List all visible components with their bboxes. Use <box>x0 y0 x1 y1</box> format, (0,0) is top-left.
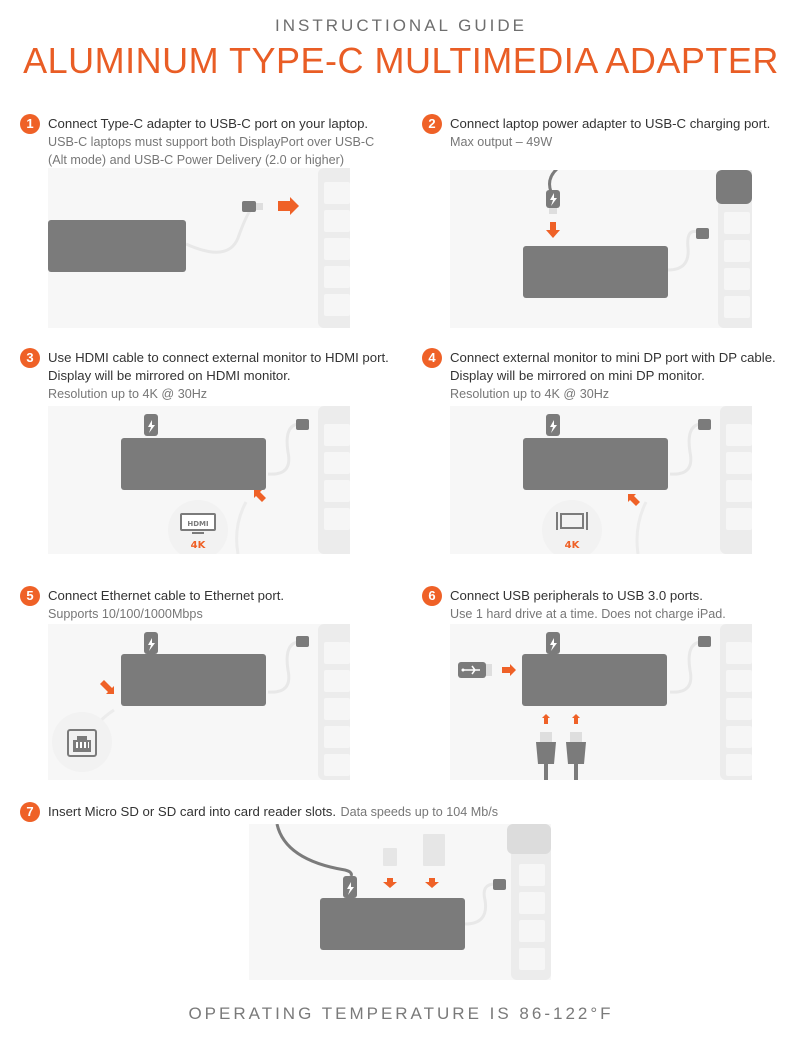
badge-4k: 4K <box>564 540 580 551</box>
arrow-up-left-icon <box>628 494 640 506</box>
supertitle: INSTRUCTIONAL GUIDE <box>275 16 527 35</box>
step-number: 5 <box>20 586 40 606</box>
step-note: (Alt mode) and USB-C Power Delivery (2.0 or higher) <box>48 153 345 167</box>
arrow-right-icon <box>278 197 299 215</box>
step-number: 3 <box>20 348 40 368</box>
step-instruction: Insert Micro SD or SD card into card reader slots. <box>48 804 337 819</box>
sd-card-icon <box>423 834 445 866</box>
illustration-step-1 <box>48 168 350 328</box>
step-note: Data speeds up to 104 Mb/s <box>340 805 499 819</box>
arrow-down-icon <box>425 878 439 888</box>
laptop-keyboard-illustration <box>507 824 551 980</box>
adapter-device <box>48 220 186 272</box>
illustration-step-7 <box>249 824 551 980</box>
illustration-step-6 <box>450 624 752 780</box>
usb-drive-icon <box>458 662 492 678</box>
laptop-keyboard-illustration <box>318 624 350 780</box>
step-number: 1 <box>20 114 40 134</box>
step-note: Resolution up to 4K @ 30Hz <box>48 387 208 401</box>
step-note: USB-C laptops must support both DisplayPort over USB-C <box>48 135 375 149</box>
adapter-device <box>522 654 667 706</box>
arrow-down-icon <box>546 222 560 238</box>
step-number: 4 <box>422 348 442 368</box>
usb-cable-plug <box>536 732 556 780</box>
illustration-step-5 <box>48 624 350 780</box>
usb-c-plug <box>242 201 256 212</box>
illustration-step-3 <box>48 406 350 554</box>
arrow-up-icon <box>542 714 550 724</box>
laptop-keyboard-illustration <box>318 406 350 554</box>
step-instruction: Connect laptop power adapter to USB-C charging port. <box>450 116 771 131</box>
step-instruction: Display will be mirrored on mini DP monitor. <box>450 368 705 383</box>
micro-sd-card-icon <box>383 848 397 866</box>
adapter-device <box>523 246 668 298</box>
illustration-step-2 <box>450 170 752 328</box>
arrow-right-icon <box>502 664 516 676</box>
laptop-keyboard-illustration <box>720 624 752 780</box>
step-number: 2 <box>422 114 442 134</box>
step-note: Supports 10/100/1000Mbps <box>48 607 203 621</box>
badge-4k: 4K <box>190 540 206 551</box>
adapter-device <box>320 898 465 950</box>
arrow-down-right-icon <box>100 680 114 694</box>
operating-temperature-footer: OPERATING TEMPERATURE IS 86-122°F <box>188 1004 614 1023</box>
step-instruction: Connect USB peripherals to USB 3.0 ports. <box>450 588 703 603</box>
page-title: ALUMINUM TYPE-C MULTIMEDIA ADAPTER <box>23 40 779 81</box>
laptop-keyboard-illustration <box>720 406 752 554</box>
step-instruction: Display will be mirrored on HDMI monitor. <box>48 368 291 383</box>
usb-cable-plug <box>566 732 586 780</box>
adapter-device <box>523 438 668 490</box>
laptop-keyboard-illustration <box>716 170 752 328</box>
laptop-keyboard-illustration <box>318 168 350 328</box>
adapter-device <box>121 438 266 490</box>
illustration-step-4 <box>450 406 752 554</box>
hdmi-logo: HDMI <box>187 520 209 528</box>
arrow-down-icon <box>383 878 397 888</box>
step-note: Max output – 49W <box>450 135 553 149</box>
step-instruction: Use HDMI cable to connect external monitor to HDMI port. <box>48 350 389 365</box>
step-note: Resolution up to 4K @ 30Hz <box>450 387 610 401</box>
adapter-device <box>121 654 266 706</box>
step-instruction: Connect Type-C adapter to USB-C port on your laptop. <box>48 116 369 131</box>
arrow-up-icon <box>572 714 580 724</box>
arrow-up-left-icon <box>254 490 266 502</box>
step-note: Use 1 hard drive at a time. Does not charge iPad. <box>450 607 726 621</box>
step-number: 6 <box>422 586 442 606</box>
step-instruction: Connect Ethernet cable to Ethernet port. <box>48 588 285 603</box>
step-instruction: Connect external monitor to mini DP port with DP cable. <box>450 350 776 365</box>
step-number: 7 <box>20 802 40 822</box>
